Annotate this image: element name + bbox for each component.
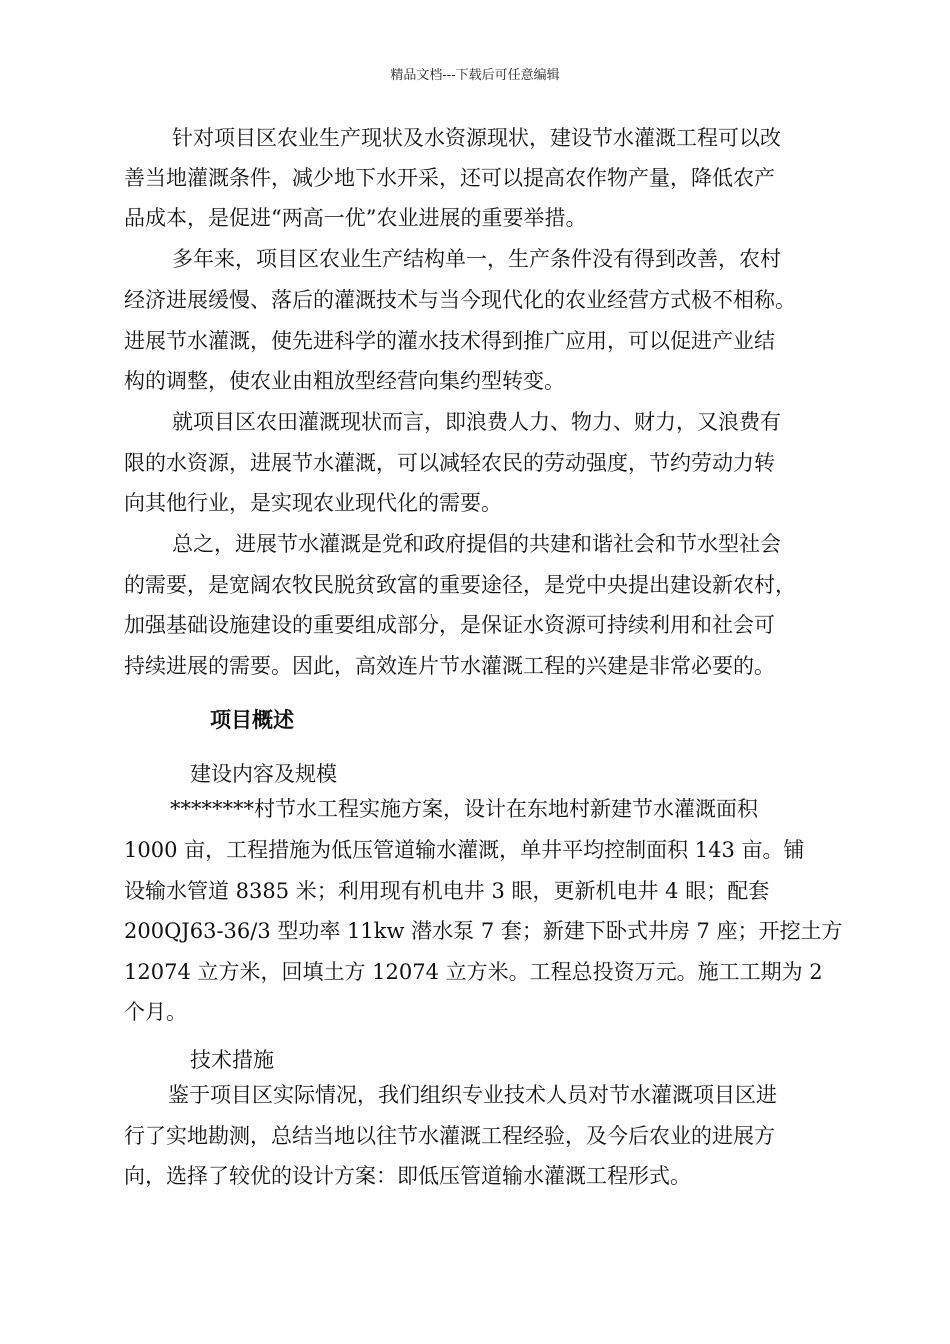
measures-line-1: 鉴于项目区实际情况，我们组织专业技术人员对节水灌溉项目区进 <box>168 1083 777 1107</box>
paragraph-4-line-4: 持续进展的需要。因此，高效连片节水灌溉工程的兴建是非常必要的。 <box>124 654 775 678</box>
scope-line-3: 设输水管道 8385 米；利用现有机电井 3 眼，更新机电井 4 眼；配套 <box>124 879 770 903</box>
subsection-heading-measures: 技术措施 <box>190 1048 274 1072</box>
paragraph-2-line-1: 多年来，项目区农业生产结构单一，生产条件没有得到改善，农村 <box>172 247 781 271</box>
paragraph-4-line-3: 加强基础设施建设的重要组成部分，是保证水资源可持续利用和社会可 <box>124 613 775 637</box>
section-heading: 项目概述 <box>210 708 294 732</box>
scope-line-1: ********村节水工程实施方案，设计在东地村新建节水灌溉面积 <box>170 797 758 821</box>
paragraph-2-line-4: 构的调整，使农业由粗放型经营向集约型转变。 <box>124 369 565 393</box>
paragraph-4-line-2: 的需要，是宽阔农牧民脱贫致富的重要途径，是党中央提出建设新农村， <box>124 573 796 597</box>
page-header: 精品文档---下载后可任意编辑 <box>390 68 560 83</box>
measures-line-2: 行了实地勘测，总结当地以往节水灌溉工程经验，及今后农业的进展方 <box>124 1124 775 1148</box>
paragraph-2-line-2: 经济进展缓慢、落后的灌溉技术与当今现代化的农业经营方式极不相称。 <box>124 288 796 312</box>
scope-line-4: 200QJ63-36/3 型功率 11kw 潜水泵 7 套；新建下卧式井房 7 座；开挖土方 <box>124 919 843 943</box>
paragraph-2-line-3: 进展节水灌溉，使先进科学的灌水技术得到推广应用，可以促进产业结 <box>124 329 775 353</box>
paragraph-3-line-3: 向其他行业，是实现农业现代化的需要。 <box>124 491 502 515</box>
paragraph-4-line-1: 总之，进展节水灌溉是党和政府提倡的共建和谐社会和节水型社会 <box>172 532 781 556</box>
subsection-heading-scope: 建设内容及规模 <box>190 762 337 786</box>
scope-line-2: 1000 亩，工程措施为低压管道输水灌溉，单井平均控制面积 143 亩。铺 <box>124 838 805 862</box>
paragraph-3-line-2: 限的水资源，进展节水灌溉，可以减轻农民的劳动强度，节约劳动力转 <box>124 451 775 475</box>
scope-line-5: 12074 立方米，回填土方 12074 立方米。工程总投资万元。施工工期为 2 <box>124 960 823 984</box>
paragraph-1-line-1: 针对项目区农业生产现状及水资源现状，建设节水灌溉工程可以改 <box>172 126 781 150</box>
scope-line-6: 个月。 <box>124 1000 187 1024</box>
paragraph-3-line-1: 就项目区农田灌溉现状而言，即浪费人力、物力、财力，又浪费有 <box>172 410 781 434</box>
paragraph-1-line-3: 品成本，是促进“两高一优”农业进展的重要举措。 <box>124 206 587 230</box>
measures-line-3: 向，选择了较优的设计方案：即低压管道输水灌溉工程形式。 <box>124 1164 691 1188</box>
paragraph-1-line-2: 善当地灌溉条件，减少地下水开采，还可以提高农作物产量，降低农产 <box>124 166 775 190</box>
